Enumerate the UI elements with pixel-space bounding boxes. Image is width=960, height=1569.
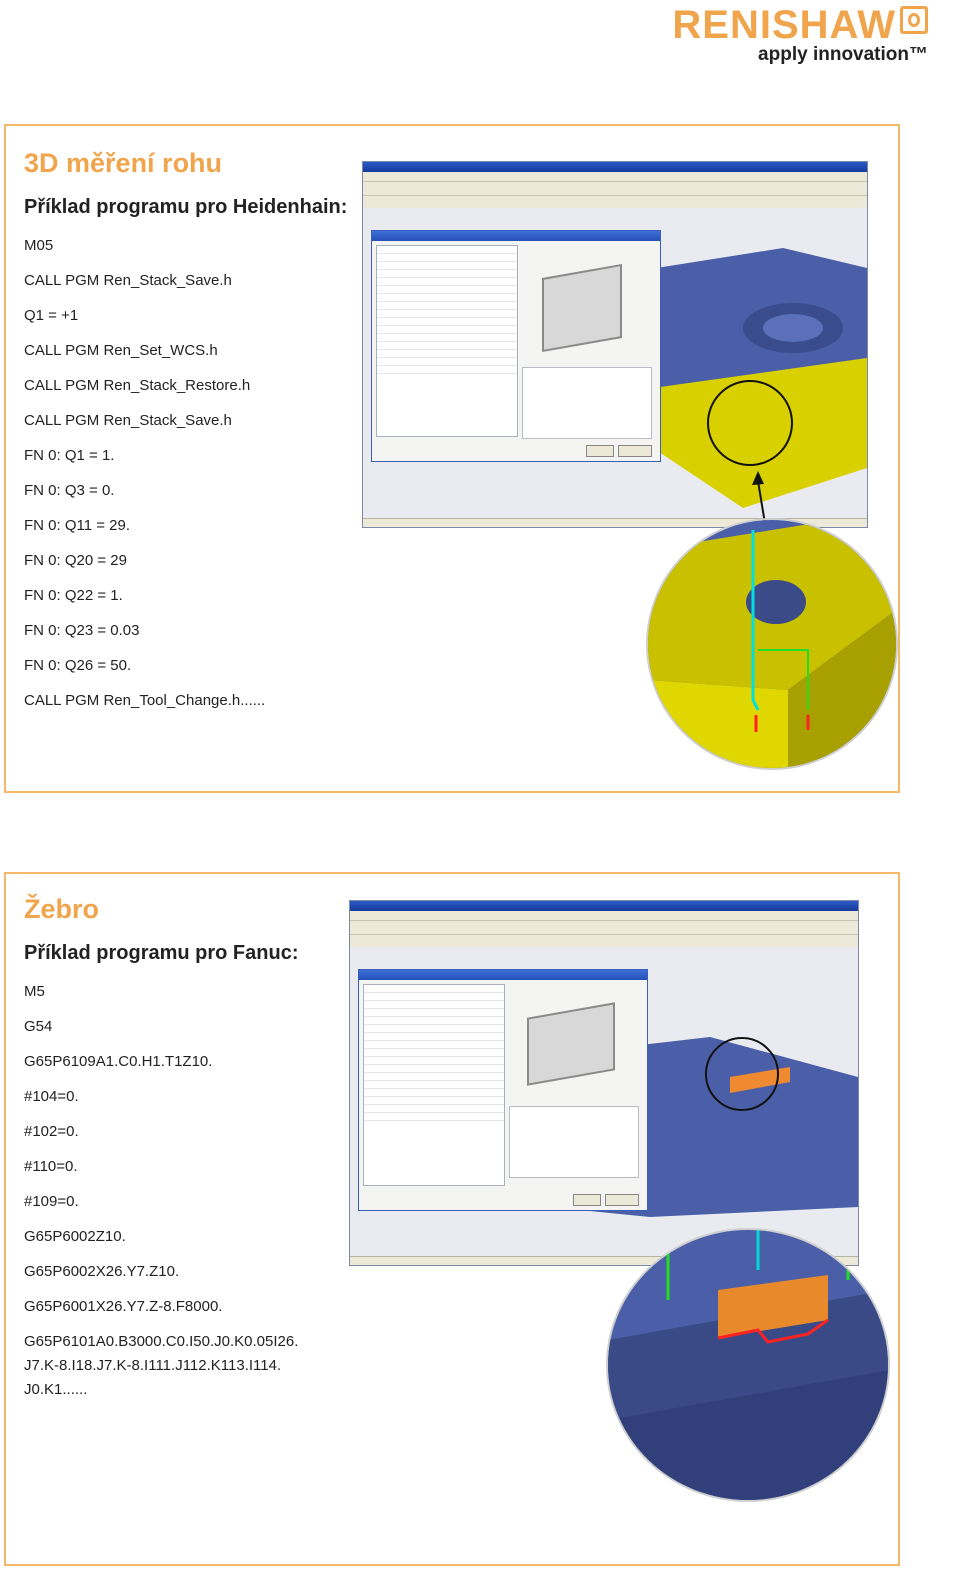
- window-toolbar: [363, 182, 867, 196]
- program-line: CALL PGM Ren_Tool_Change.h......: [24, 692, 266, 709]
- program-line: FN 0: Q26 = 50.: [24, 657, 132, 674]
- corner-measure-panel: [4, 124, 900, 793]
- program-line: CALL PGM Ren_Stack_Save.h: [24, 272, 232, 289]
- software-screenshot: [362, 161, 868, 528]
- program-line: G65P6002Z10.: [24, 1228, 126, 1245]
- window-menubar: [350, 911, 858, 921]
- program-line: CALL PGM Ren_Stack_Restore.h: [24, 377, 251, 394]
- window-toolbar: [350, 921, 858, 935]
- 3d-viewport: [350, 947, 858, 1257]
- renishaw-logo: [672, 2, 928, 66]
- cancel-button[interactable]: [605, 1194, 639, 1206]
- ok-button[interactable]: [586, 445, 614, 457]
- help-info-box: [509, 1106, 639, 1178]
- property-grid: [376, 245, 518, 437]
- program-line: CALL PGM Ren_Set_WCS.h: [24, 342, 218, 359]
- software-screenshot: [349, 900, 859, 1266]
- rib-zoom-detail: [606, 1228, 890, 1502]
- brand-name: RENISHAW: [672, 3, 896, 47]
- program-line: FN 0: Q23 = 0.03: [24, 622, 140, 639]
- brand-tagline: apply innovation™: [758, 44, 928, 65]
- corner-diagram-icon: [542, 264, 622, 352]
- program-line: G65P6001X26.Y7.Z-8.F8000.: [24, 1298, 223, 1315]
- web-pocket-diagram-icon: [527, 1002, 615, 1086]
- ok-button[interactable]: [573, 1194, 601, 1206]
- program-line: #102=0.: [24, 1123, 79, 1140]
- program-line: #109=0.: [24, 1193, 79, 1210]
- window-titlebar: [363, 162, 867, 172]
- corner-zoom-detail: [646, 518, 898, 770]
- heidenhain-program-listing: [24, 236, 265, 726]
- program-line-part: J0.K1......: [24, 1381, 88, 1398]
- rib-section-title: Žebro: [24, 894, 100, 924]
- help-info-box: [522, 367, 652, 439]
- program-line: G65P6109A1.C0.H1.T1Z10.: [24, 1053, 213, 1070]
- part-boss: [763, 314, 823, 342]
- program-line: M5: [24, 983, 45, 1000]
- program-line-part: G65P6101A0.B3000.C0.I50.J0.K0.05I26.: [24, 1333, 299, 1350]
- dialog-titlebar: [372, 231, 660, 241]
- rib-measure-panel: [4, 872, 900, 1566]
- measure-dialog: [358, 969, 648, 1211]
- cancel-button[interactable]: [618, 445, 652, 457]
- window-menubar: [363, 172, 867, 182]
- corner-zoom-render: [648, 520, 896, 768]
- 3d-viewport: [363, 208, 867, 519]
- window-titlebar: [350, 901, 858, 911]
- program-line: CALL PGM Ren_Stack_Save.h: [24, 412, 232, 429]
- program-line: #104=0.: [24, 1088, 79, 1105]
- fanuc-program-listing: [24, 982, 298, 1402]
- corner-section-subtitle: Příklad programu pro Heidenhain:: [24, 196, 348, 218]
- corner-section-title: 3D měření rohu: [24, 148, 223, 178]
- program-line: M05: [24, 237, 54, 254]
- program-line: G54: [24, 1018, 53, 1035]
- program-line: Q1 = +1: [24, 307, 79, 324]
- program-line: FN 0: Q1 = 1.: [24, 447, 115, 464]
- program-line: G65P6002X26.Y7.Z10.: [24, 1263, 180, 1280]
- dialog-titlebar: [359, 970, 647, 980]
- measure-dialog: [371, 230, 661, 462]
- program-line-wrapped: [24, 1330, 298, 1402]
- program-line-part: J7.K-8.I18.J7.K-8.I111.J112.K113.I114.: [24, 1357, 282, 1374]
- rib-zoom-render: [608, 1230, 888, 1500]
- program-line: FN 0: Q22 = 1.: [24, 587, 123, 604]
- renishaw-mark-icon: [900, 6, 928, 34]
- program-line: #110=0.: [24, 1158, 78, 1175]
- program-line: FN 0: Q11 = 29.: [24, 517, 131, 534]
- property-grid: [363, 984, 505, 1186]
- program-line: FN 0: Q3 = 0.: [24, 482, 115, 499]
- program-line: FN 0: Q20 = 29: [24, 552, 127, 569]
- rib-section-subtitle: Příklad programu pro Fanuc:: [24, 942, 299, 964]
